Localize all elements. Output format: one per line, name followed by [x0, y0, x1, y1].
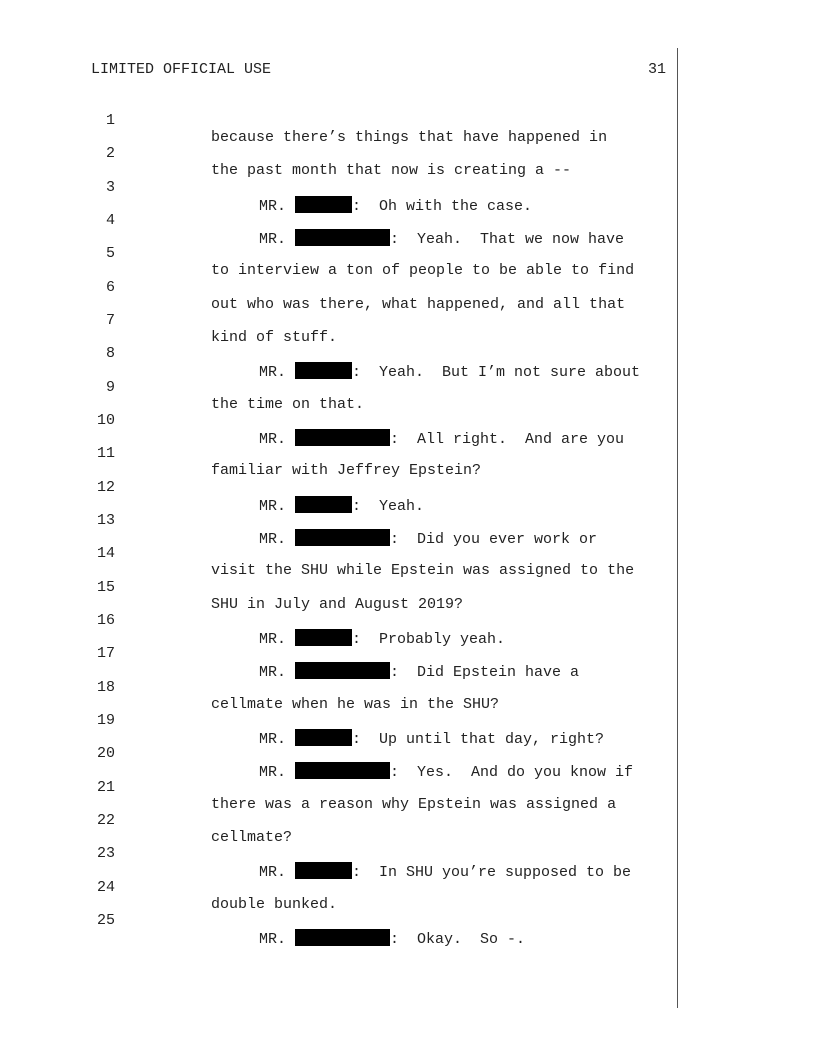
line-number: 15 [96, 579, 115, 596]
line-number: 21 [96, 779, 115, 796]
speaker-title: MR. [259, 864, 296, 881]
line-number: 20 [96, 745, 115, 762]
line-number: 16 [96, 612, 115, 629]
transcript-line [0, 295, 816, 346]
transcript-line [0, 162, 816, 215]
line-number: 13 [96, 512, 115, 529]
line-number: 18 [96, 679, 115, 696]
transcript-line [0, 662, 816, 713]
transcript-line [0, 528, 816, 579]
speaker-title: MR. [259, 931, 296, 948]
line-number: 23 [96, 845, 115, 862]
speaker-title: MR. [259, 731, 296, 748]
transcript-line [0, 895, 816, 948]
page-number: 31 [648, 61, 667, 78]
transcript-line [0, 428, 816, 479]
line-number: 5 [105, 245, 115, 262]
line-number: 3 [105, 179, 115, 196]
speech-text: : In SHU you’re supposed to be [352, 864, 632, 881]
line-text: because there’s things that have happened in [211, 129, 608, 146]
speaker-title: MR. [259, 231, 296, 248]
line-number: 17 [96, 645, 115, 662]
transcript-line [0, 195, 816, 248]
transcript-line [0, 228, 816, 279]
transcript-line [0, 862, 816, 913]
line-number: 9 [105, 379, 115, 396]
line-text: visit the SHU while Epstein was assigned to the [211, 562, 635, 579]
transcript-line [0, 362, 816, 413]
line-number: 2 [105, 145, 115, 162]
speaker-title: MR. [259, 664, 296, 681]
speech-text: : Did you ever work or [390, 531, 598, 548]
line-text: familiar with Jeffrey Epstein? [211, 462, 482, 479]
line-number: 22 [96, 812, 115, 829]
speech-text: : Yeah. That we now have [390, 231, 625, 248]
speech-text: : Yeah. [352, 498, 425, 515]
transcript-line [0, 595, 816, 648]
line-text: kind of stuff. [211, 329, 338, 346]
line-text: SHU in July and August 2019? [211, 596, 464, 613]
line-number: 25 [96, 912, 115, 929]
transcript-line [0, 462, 816, 515]
speech-text: : Yeah. But I’m not sure about [352, 364, 641, 381]
line-text: the past month that now is creating a -- [211, 162, 572, 179]
line-text: out who was there, what happened, and all that [211, 296, 626, 313]
line-number: 6 [105, 279, 115, 296]
line-text: cellmate? [211, 829, 293, 846]
speaker-title: MR. [259, 631, 296, 648]
line-text: the time on that. [211, 396, 365, 413]
line-number: 8 [105, 345, 115, 362]
line-number: 24 [96, 879, 115, 896]
line-text: there was a reason why Epstein was assigned a [211, 796, 617, 813]
line-number: 19 [96, 712, 115, 729]
redaction-block [295, 929, 390, 946]
transcript-line [0, 128, 816, 179]
speech-text: : Up until that day, right? [352, 731, 605, 748]
line-text: double bunked. [211, 896, 338, 913]
transcript-line [0, 562, 816, 613]
speaker-title: MR. [259, 431, 296, 448]
transcript-line [0, 795, 816, 846]
speaker-title: MR. [259, 198, 296, 215]
transcript-line [0, 395, 816, 448]
line-number: 1 [105, 112, 115, 129]
transcript-line [0, 628, 816, 681]
speech-text: : Did Epstein have a [390, 664, 580, 681]
line-number: 7 [105, 312, 115, 329]
transcript-line [0, 828, 816, 881]
line-number: 4 [105, 212, 115, 229]
transcript-line [0, 695, 816, 748]
speech-text: : All right. And are you [390, 431, 625, 448]
speech-text: : Oh with the case. [352, 198, 533, 215]
header-classification: LIMITED OFFICIAL USE [91, 61, 272, 78]
speaker-title: MR. [259, 498, 296, 515]
line-text: cellmate when he was in the SHU? [211, 696, 500, 713]
transcript-line [0, 495, 816, 548]
transcript-line [0, 262, 816, 313]
speaker-line [259, 929, 525, 948]
line-number: 12 [96, 479, 115, 496]
speech-text: : Okay. So -. [390, 931, 526, 948]
line-number: 14 [96, 545, 115, 562]
speech-text: : Yes. And do you know if [390, 764, 634, 781]
transcript-line [0, 728, 816, 781]
speaker-title: MR. [259, 364, 296, 381]
line-number: 11 [96, 445, 115, 462]
transcript-line [0, 762, 816, 813]
line-text: to interview a ton of people to be able to find [211, 262, 635, 279]
speaker-title: MR. [259, 764, 296, 781]
speech-text: : Probably yeah. [352, 631, 506, 648]
transcript-line [0, 95, 816, 146]
speaker-title: MR. [259, 531, 296, 548]
transcript-line [0, 328, 816, 381]
line-number: 10 [96, 412, 115, 429]
